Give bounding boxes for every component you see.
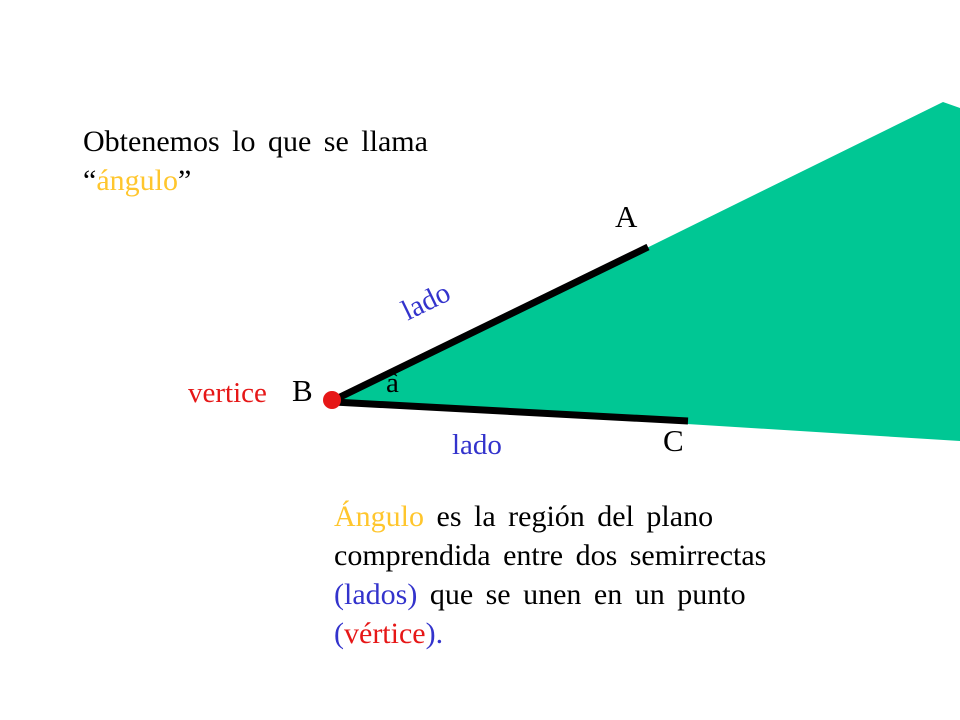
point-a-label: A xyxy=(615,199,638,234)
definition-line3 xyxy=(334,575,766,614)
intro-highlight-angulo: ángulo xyxy=(96,164,178,197)
definition-text xyxy=(334,497,766,653)
quote-open: “ xyxy=(83,164,97,197)
definition-line1-rest: es la región del plano xyxy=(424,500,714,533)
definition-highlight-angulo: Ángulo xyxy=(334,500,424,533)
definition-paren-open: ( xyxy=(334,617,344,650)
definition-line1 xyxy=(334,497,766,536)
point-b-label: B xyxy=(292,373,313,408)
definition-line2: comprendida entre dos semirrectas xyxy=(334,539,767,572)
definition-paren-close: ). xyxy=(425,617,444,650)
angle-a-hat-label: â xyxy=(386,367,399,399)
definition-lados: (lados) xyxy=(334,578,418,611)
point-c-label: C xyxy=(663,423,684,458)
intro-text xyxy=(83,122,428,200)
definition-line4 xyxy=(334,614,766,653)
lower-side-lado-label: lado xyxy=(452,429,502,461)
quote-close: ” xyxy=(177,164,192,197)
vertex-label: vertice xyxy=(188,377,267,409)
definition-vertice: vértice xyxy=(344,617,426,650)
upper-side-lado-label: lado xyxy=(396,276,456,328)
intro-line2 xyxy=(83,161,428,200)
definition-line3-rest: que se unen en un punto xyxy=(417,578,746,611)
vertex-dot xyxy=(323,391,341,409)
intro-line1: Obtenemos lo que se llama xyxy=(83,125,428,158)
